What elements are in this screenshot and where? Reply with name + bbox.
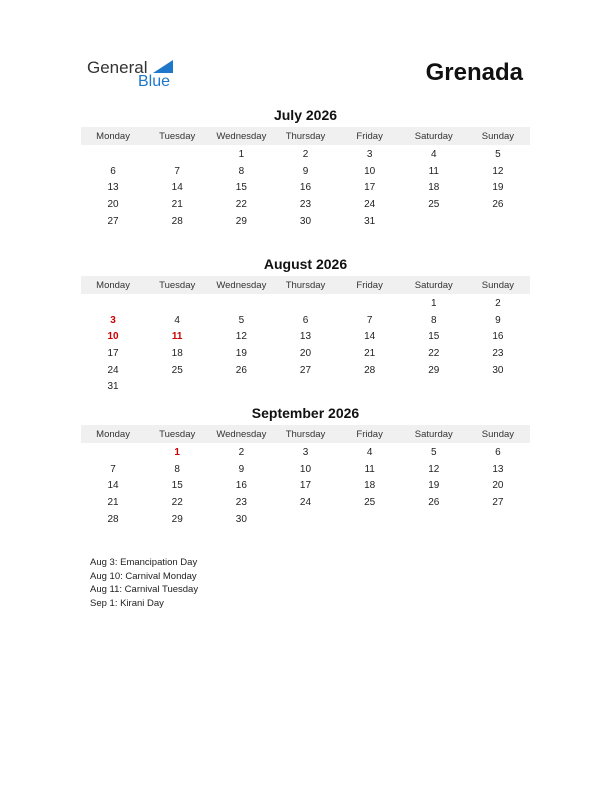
day-cell: 5 — [430, 446, 437, 458]
day-cell: 19 — [492, 182, 504, 194]
month-calendar-august — [81, 255, 530, 395]
weekday-label: Monday — [96, 279, 130, 291]
day-cell: 11 — [171, 331, 183, 343]
week-row — [81, 163, 530, 180]
week-row — [81, 444, 530, 461]
day-cell: 16 — [299, 182, 312, 194]
day-cell: 14 — [171, 182, 183, 194]
weekday-label: Thursday — [285, 279, 326, 291]
day-cell: 4 — [174, 314, 180, 326]
day-cell: 9 — [238, 463, 245, 475]
weekday-label: Friday — [356, 279, 383, 291]
day-cell: 7 — [110, 463, 116, 475]
day-cell: 11 — [428, 165, 439, 177]
day-cell: 29 — [235, 215, 247, 227]
weekday-label: Tuesday — [159, 130, 196, 142]
day-cell: 30 — [235, 513, 247, 525]
day-cell: 19 — [428, 480, 440, 492]
holiday-list-item: Aug 3: Emancipation Day — [90, 557, 198, 568]
day-cell: 21 — [364, 347, 376, 359]
holiday-list-item: Aug 11: Carnival Tuesday — [90, 584, 199, 595]
weekday-label: Saturday — [414, 279, 453, 291]
holiday-list-item: Sep 1: Kirani Day — [90, 597, 164, 609]
day-cell: 26 — [428, 496, 440, 508]
weekday-label: Monday — [96, 130, 130, 142]
weekday-header-row — [81, 276, 530, 294]
day-cell: 13 — [492, 463, 504, 475]
month-title: August 2026 — [263, 256, 348, 272]
generalblue-logo — [87, 56, 187, 92]
day-cell: 23 — [299, 198, 312, 210]
day-cell: 23 — [492, 347, 504, 359]
weekday-label: Wednesday — [216, 279, 267, 291]
weekday-label: Wednesday — [216, 428, 267, 440]
week-row — [81, 196, 530, 213]
week-row — [81, 213, 530, 230]
logo-text-blue: Blue — [138, 73, 171, 90]
weekday-label: Saturday — [414, 130, 453, 142]
day-cell: 31 — [364, 215, 376, 227]
day-cell: 8 — [174, 463, 180, 475]
day-cell: 26 — [492, 198, 504, 210]
weekday-label: Saturday — [414, 428, 453, 440]
day-cell: 2 — [495, 297, 501, 309]
day-cell: 5 — [238, 314, 245, 326]
day-cell: 29 — [428, 364, 440, 376]
day-cell: 21 — [171, 198, 183, 210]
day-cell: 22 — [428, 347, 440, 359]
week-row — [81, 494, 530, 511]
day-cell: 20 — [492, 480, 504, 492]
day-cell: 1 — [174, 446, 180, 458]
day-cell: 6 — [110, 165, 116, 177]
day-cell: 18 — [364, 480, 376, 492]
day-cell: 19 — [235, 347, 247, 359]
day-cell: 12 — [492, 165, 504, 177]
day-cell: 20 — [299, 347, 312, 359]
day-cell: 20 — [107, 198, 119, 210]
month-calendar-july — [81, 106, 530, 229]
weekday-label: Tuesday — [159, 279, 196, 291]
weekday-label: Sunday — [481, 130, 515, 142]
day-cell: 1 — [238, 148, 245, 160]
day-cell: 3 — [302, 446, 309, 458]
week-row — [81, 345, 530, 362]
day-cell: 26 — [235, 364, 247, 376]
day-cell: 22 — [235, 198, 247, 210]
day-cell: 18 — [428, 182, 440, 194]
week-row — [81, 511, 530, 528]
weekday-label: Thursday — [285, 428, 326, 440]
day-cell: 30 — [492, 364, 504, 376]
logo-text-general: General — [87, 58, 148, 77]
country-title: Grenada — [425, 59, 523, 86]
day-cell: 5 — [495, 148, 501, 160]
holiday-list-item: Aug 10: Carnival Monday — [90, 570, 197, 582]
holiday-list — [90, 556, 198, 610]
day-cell: 9 — [302, 165, 309, 177]
weeks-grid — [81, 295, 530, 395]
day-cell: 16 — [492, 331, 504, 343]
month-title: September 2026 — [251, 405, 360, 421]
weekday-label: Thursday — [285, 130, 326, 142]
day-cell: 7 — [366, 314, 373, 326]
day-cell: 21 — [107, 496, 119, 508]
day-cell: 14 — [107, 480, 119, 492]
day-cell: 28 — [171, 215, 183, 227]
day-cell: 9 — [495, 314, 501, 326]
day-cell: 4 — [430, 148, 437, 160]
day-cell: 15 — [171, 480, 183, 492]
day-cell: 16 — [235, 480, 247, 492]
day-cell: 30 — [299, 215, 312, 227]
day-cell: 15 — [235, 182, 247, 194]
day-cell: 6 — [495, 446, 501, 458]
weekday-header-row — [81, 127, 530, 145]
day-cell: 25 — [171, 364, 183, 376]
day-cell: 11 — [364, 463, 375, 475]
week-row — [81, 312, 530, 329]
day-cell: 24 — [107, 364, 119, 376]
weekday-header-row — [81, 425, 530, 443]
day-cell: 3 — [366, 148, 373, 160]
week-row — [81, 179, 530, 196]
day-cell: 29 — [171, 513, 183, 525]
day-cell: 24 — [299, 496, 312, 508]
day-cell: 8 — [430, 314, 437, 326]
day-cell: 22 — [171, 496, 183, 508]
day-cell: 7 — [174, 165, 180, 177]
day-cell: 25 — [364, 496, 376, 508]
day-cell: 13 — [299, 331, 312, 343]
day-cell: 27 — [107, 215, 119, 227]
day-cell: 28 — [364, 364, 376, 376]
day-cell: 17 — [107, 347, 119, 359]
day-cell: 10 — [107, 331, 119, 343]
week-row — [81, 477, 530, 494]
day-cell: 8 — [238, 165, 245, 177]
weekday-label: Friday — [356, 428, 383, 440]
day-cell: 2 — [238, 446, 245, 458]
day-cell: 27 — [492, 496, 504, 508]
day-cell: 6 — [302, 314, 309, 326]
month-title: July 2026 — [273, 107, 338, 123]
day-cell: 12 — [428, 463, 440, 475]
weekday-label: Friday — [356, 130, 383, 142]
day-cell: 27 — [299, 364, 312, 376]
day-cell: 25 — [428, 198, 440, 210]
weekday-label: Tuesday — [159, 428, 196, 440]
weeks-grid — [81, 444, 530, 527]
day-cell: 18 — [171, 347, 183, 359]
day-cell: 13 — [107, 182, 119, 194]
day-cell: 2 — [302, 148, 309, 160]
month-calendar-september — [81, 404, 530, 527]
weekday-label: Monday — [96, 428, 130, 440]
day-cell: 23 — [235, 496, 247, 508]
week-row — [81, 328, 530, 345]
day-cell: 10 — [299, 463, 312, 475]
week-row — [81, 295, 530, 312]
day-cell: 24 — [364, 198, 376, 210]
weekday-label: Sunday — [481, 279, 515, 291]
day-cell: 31 — [107, 381, 119, 393]
logo-triangle-icon — [153, 60, 173, 73]
day-cell: 17 — [299, 480, 312, 492]
day-cell: 17 — [364, 182, 376, 194]
day-cell: 15 — [428, 331, 440, 343]
weekday-label: Sunday — [481, 428, 515, 440]
day-cell: 4 — [366, 446, 373, 458]
week-row — [81, 362, 530, 379]
day-cell: 1 — [430, 297, 437, 309]
week-row — [81, 378, 530, 395]
day-cell: 12 — [235, 331, 247, 343]
day-cell: 28 — [107, 513, 119, 525]
day-cell: 14 — [364, 331, 376, 343]
day-cell: 3 — [110, 314, 116, 326]
week-row — [81, 146, 530, 163]
day-cell: 10 — [364, 165, 376, 177]
week-row — [81, 461, 530, 478]
weeks-grid — [81, 146, 530, 229]
weekday-label: Wednesday — [216, 130, 267, 142]
